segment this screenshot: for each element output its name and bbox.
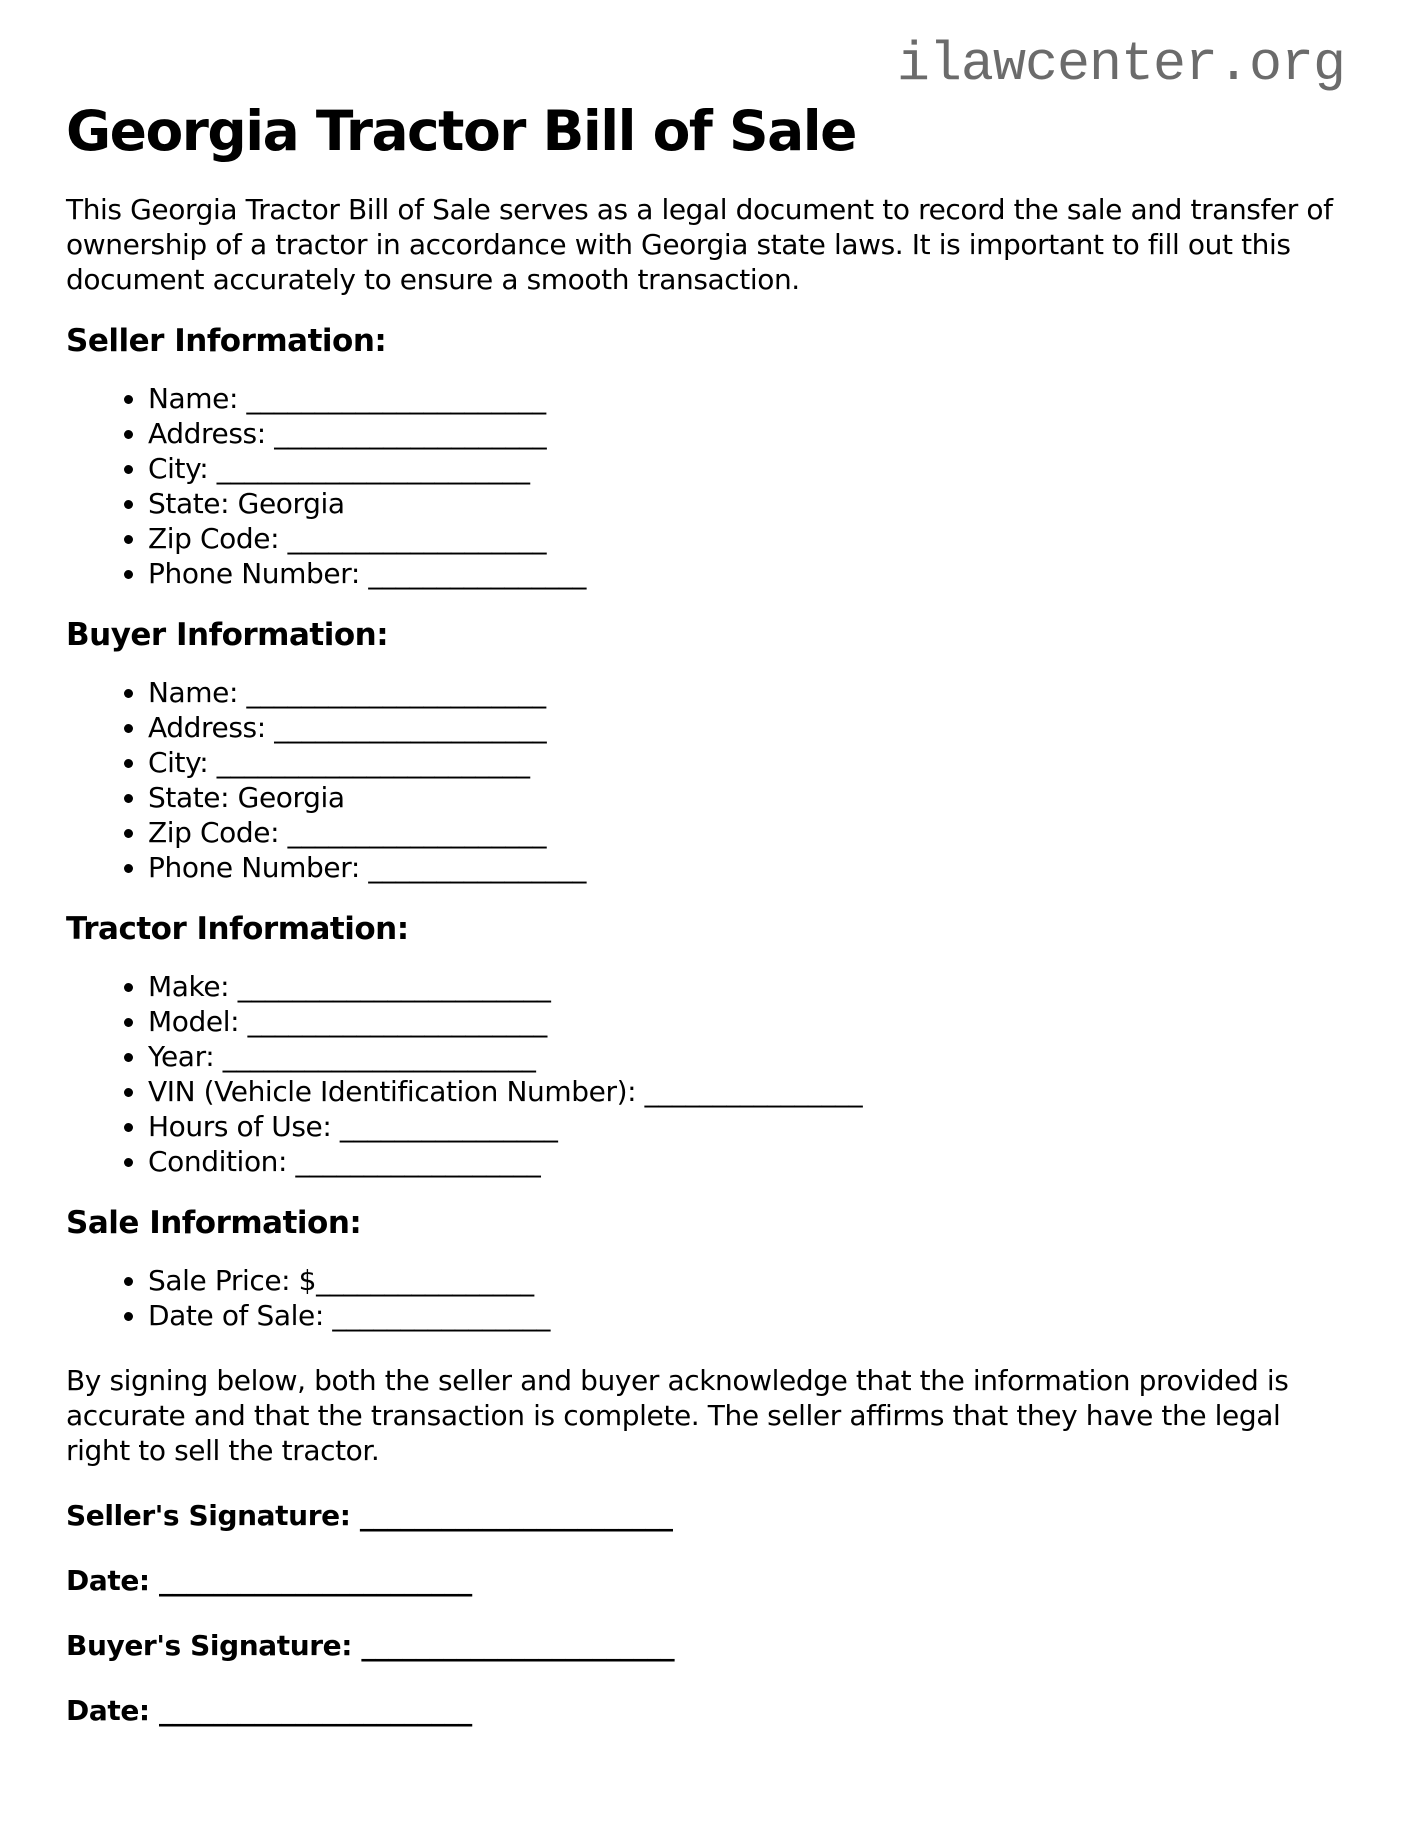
page-title: Georgia Tractor Bill of Sale xyxy=(66,99,856,163)
seller-signature-line: Seller's Signature: _______________________ xyxy=(66,1499,673,1532)
list-item-buyer-city: • City: _______________________ xyxy=(148,745,1345,780)
section-heading-sale: Sale Information: xyxy=(66,1205,362,1241)
list-item-seller-city: • City: _______________________ xyxy=(148,451,1345,486)
list-item-tractor-year: • Year: _______________________ xyxy=(148,1039,1345,1074)
list-item-buyer-name: • Name: ______________________ xyxy=(148,675,1345,710)
list-item-sale-price: • Sale Price: $________________ xyxy=(148,1263,1345,1298)
list-item-seller-zip: • Zip Code: ___________________ xyxy=(148,521,1345,556)
list-item-tractor-condition: • Condition: __________________ xyxy=(148,1144,1345,1179)
section-heading-buyer: Buyer Information: xyxy=(66,617,389,653)
list-item-seller-phone: • Phone Number: ________________ xyxy=(148,556,1345,591)
section-heading-seller: Seller Information: xyxy=(66,323,387,359)
list-item-buyer-address: • Address: ____________________ xyxy=(148,710,1345,745)
section-heading-tractor: Tractor Information: xyxy=(66,911,409,947)
buyer-field-list xyxy=(66,675,1345,885)
list-item-tractor-model: • Model: ______________________ xyxy=(148,1004,1345,1039)
buyer-signature-date-line: Date: _______________________ xyxy=(66,1694,472,1727)
buyer-signature-line: Buyer's Signature: _______________________ xyxy=(66,1629,675,1662)
list-item-buyer-zip: • Zip Code: ___________________ xyxy=(148,815,1345,850)
site-logo: ilawcenter.org xyxy=(896,33,1345,96)
seller-signature-date-line: Date: _______________________ xyxy=(66,1564,472,1597)
list-item-sale-date: • Date of Sale: ________________ xyxy=(148,1298,1345,1333)
list-item-tractor-make: • Make: _______________________ xyxy=(148,969,1345,1004)
list-item-seller-name: • Name: ______________________ xyxy=(148,381,1345,416)
list-item-buyer-phone: • Phone Number: ________________ xyxy=(148,850,1345,885)
list-item-seller-state: • State: Georgia xyxy=(148,486,1345,521)
list-item-seller-address: • Address: ____________________ xyxy=(148,416,1345,451)
list-item-buyer-state: • State: Georgia xyxy=(148,780,1345,815)
sale-field-list xyxy=(66,1263,1345,1333)
tractor-field-list xyxy=(66,969,1345,1179)
list-item-tractor-vin: • VIN (Vehicle Identification Number): ________________ xyxy=(148,1074,1345,1109)
intro-paragraph: This Georgia Tractor Bill of Sale serves as a legal document to record the sale and transfer of ownership of a tractor in accordance with Georgia state laws. It is important to fill out this document accurately to ensure a smooth transaction. xyxy=(66,193,1333,296)
seller-field-list xyxy=(66,381,1345,591)
closing-paragraph: By signing below, both the seller and buyer acknowledge that the information provided is accurate and that the transaction is complete. The seller affirms that they have the legal right to sell the tractor. xyxy=(66,1364,1289,1467)
list-item-tractor-hours: • Hours of Use: ________________ xyxy=(148,1109,1345,1144)
